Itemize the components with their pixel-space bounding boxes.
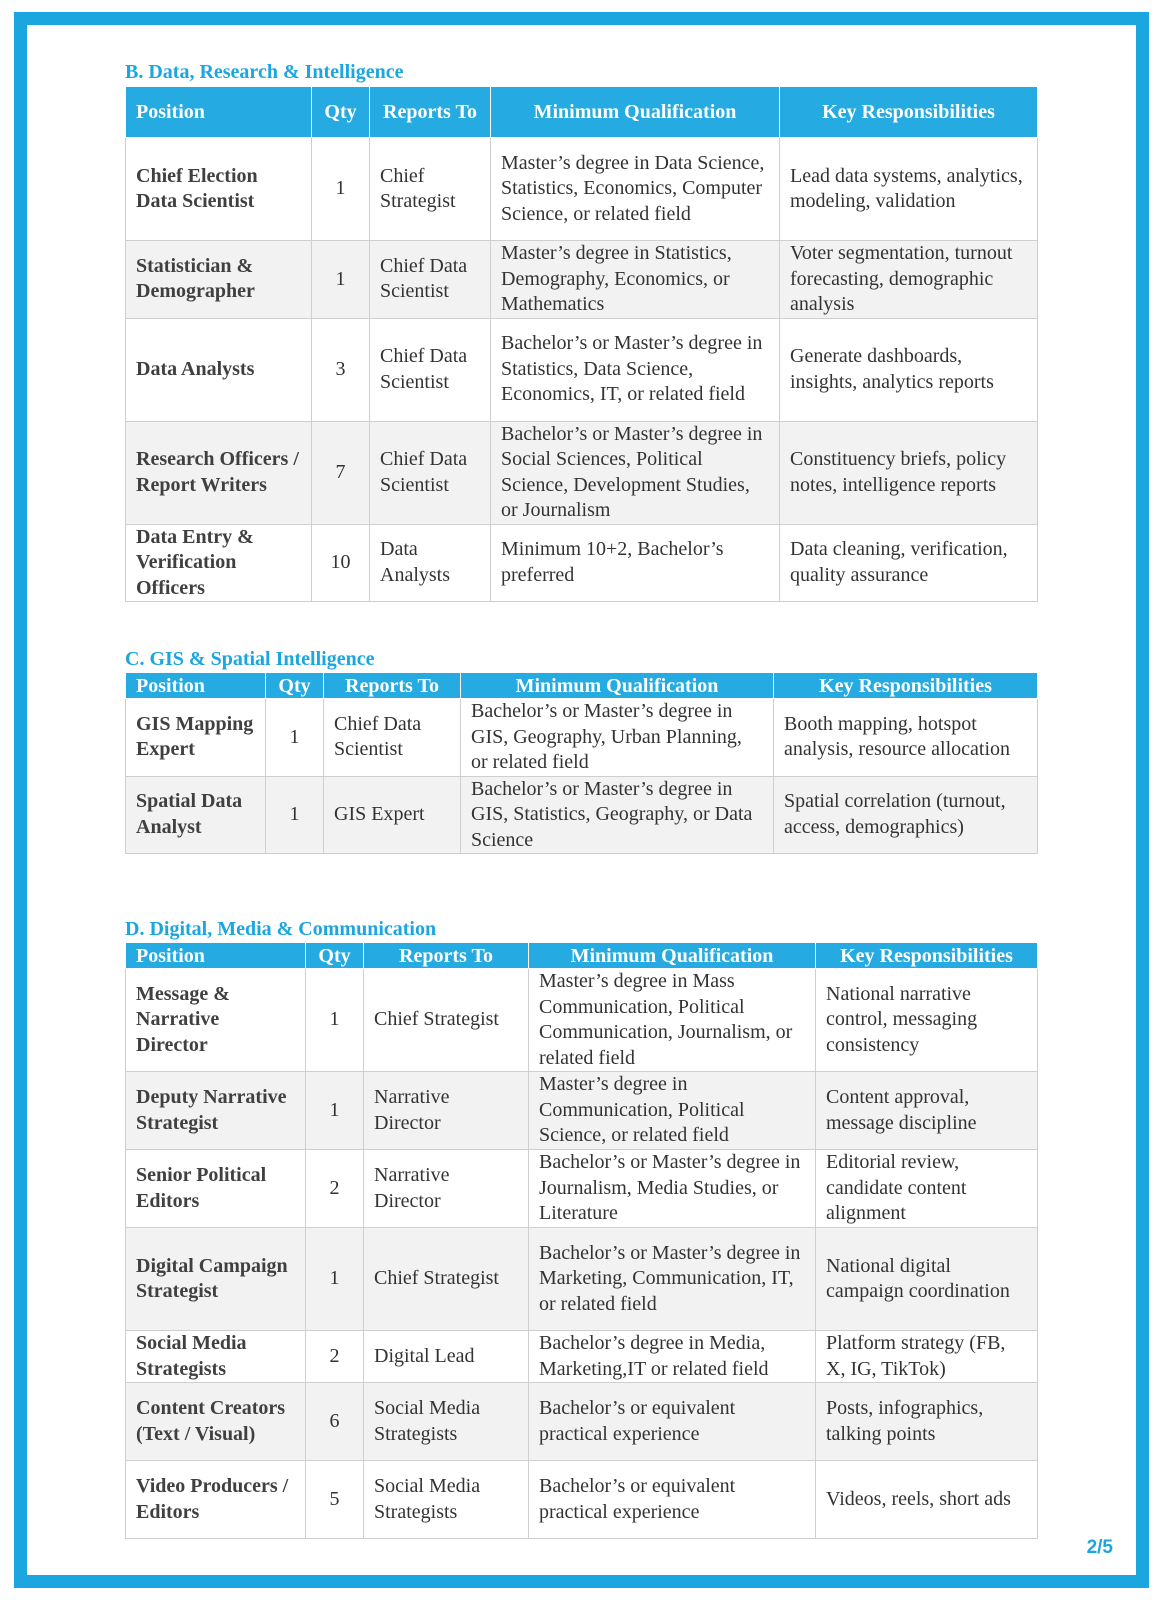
cell-qty: 2: [306, 1331, 364, 1383]
cell-position: Deputy Narrative Strategist: [126, 1072, 306, 1150]
cell-qualification: Master’s degree in Communication, Political Science, or related field: [529, 1072, 816, 1150]
cell-qualification: Bachelor’s or equivalent practical experience: [529, 1383, 816, 1461]
cell-position: Senior Political Editors: [126, 1150, 306, 1228]
cell-position: GIS Mapping Expert: [126, 699, 266, 777]
table-row: [126, 241, 1038, 319]
cell-responsibilities: Content approval, message discipline: [816, 1072, 1038, 1150]
cell-reports-to: Chief Strategist: [364, 1228, 529, 1331]
table-row: [126, 1150, 1038, 1228]
cell-reports-to: Chief Strategist: [370, 138, 491, 241]
cell-responsibilities: National narrative control, messaging consistency: [816, 969, 1038, 1072]
header-reports-to: Reports To: [364, 943, 529, 969]
table-row: [126, 421, 1038, 524]
table-row: [126, 969, 1038, 1072]
cell-reports-to: Social Media Strategists: [364, 1383, 529, 1461]
cell-qualification: Bachelor’s or Master’s degree in Social Sciences, Political Science, Development Studies, or Journalism: [491, 421, 780, 524]
cell-reports-to: Chief Data Scientist: [324, 699, 461, 777]
table-row: [126, 1461, 1038, 1539]
cell-reports-to: Data Analysts: [370, 524, 491, 602]
cell-responsibilities: Spatial correlation (turnout, access, demographics): [774, 776, 1038, 854]
cell-responsibilities: Posts, infographics, talking points: [816, 1383, 1038, 1461]
cell-position: Spatial Data Analyst: [126, 776, 266, 854]
header-min-qualification: Minimum Qualification: [461, 673, 774, 699]
cell-qualification: Bachelor’s or equivalent practical experience: [529, 1461, 816, 1539]
table-row: [126, 1383, 1038, 1461]
cell-qualification: Bachelor’s or Master’s degree in Journalism, Media Studies, or Literature: [529, 1150, 816, 1228]
cell-reports-to: Chief Strategist: [364, 969, 529, 1072]
cell-responsibilities: Videos, reels, short ads: [816, 1461, 1038, 1539]
cell-reports-to: Social Media Strategists: [364, 1461, 529, 1539]
cell-responsibilities: Booth mapping, hotspot analysis, resource allocation: [774, 699, 1038, 777]
cell-position: Social Media Strategists: [126, 1331, 306, 1383]
cell-reports-to: Chief Data Scientist: [370, 421, 491, 524]
cell-responsibilities: Generate dashboards, insights, analytics reports: [780, 318, 1038, 421]
header-key-responsibilities: Key Responsibilities: [780, 87, 1038, 138]
table-row: [126, 524, 1038, 602]
cell-qualification: Master’s degree in Statistics, Demography, Economics, or Mathematics: [491, 241, 780, 319]
cell-position: Chief Election Data Scientist: [126, 138, 312, 241]
table-row: [126, 138, 1038, 241]
header-position: Position: [126, 943, 306, 969]
section-d-title: D. Digital, Media & Communication: [125, 918, 437, 940]
cell-position: Content Creators (Text / Visual): [126, 1383, 306, 1461]
cell-reports-to: Narrative Director: [364, 1150, 529, 1228]
cell-position: Data Analysts: [126, 318, 312, 421]
cell-position: Video Producers / Editors: [126, 1461, 306, 1539]
header-key-responsibilities: Key Responsibilities: [774, 673, 1038, 699]
cell-responsibilities: Constituency briefs, policy notes, intelligence reports: [780, 421, 1038, 524]
cell-responsibilities: Lead data systems, analytics, modeling, validation: [780, 138, 1038, 241]
cell-qualification: Bachelor’s or Master’s degree in GIS, Statistics, Geography, or Data Science: [461, 776, 774, 854]
cell-responsibilities: Voter segmentation, turnout forecasting, demographic analysis: [780, 241, 1038, 319]
section-c-title: C. GIS & Spatial Intelligence: [125, 648, 375, 670]
header-key-responsibilities: Key Responsibilities: [816, 943, 1038, 969]
header-qty: Qty: [306, 943, 364, 969]
cell-reports-to: Digital Lead: [364, 1331, 529, 1383]
header-reports-to: Reports To: [324, 673, 461, 699]
cell-position: Research Officers / Report Writers: [126, 421, 312, 524]
gis-spatial-table: [125, 672, 1038, 854]
table-header-row: [126, 87, 1038, 138]
cell-responsibilities: Editorial review, candidate content alignment: [816, 1150, 1038, 1228]
table-row: [126, 1072, 1038, 1150]
cell-responsibilities: Platform strategy (FB, X, IG, TikTok): [816, 1331, 1038, 1383]
page-number: 2/5: [1086, 1537, 1113, 1558]
cell-reports-to: Narrative Director: [364, 1072, 529, 1150]
cell-responsibilities: Data cleaning, verification, quality assurance: [780, 524, 1038, 602]
cell-qualification: Master’s degree in Mass Communication, Political Communication, Journalism, or related field: [529, 969, 816, 1072]
section-b-title: B. Data, Research & Intelligence: [125, 61, 404, 83]
cell-qty: 10: [312, 524, 370, 602]
table-row: [126, 1228, 1038, 1331]
cell-responsibilities: National digital campaign coordination: [816, 1228, 1038, 1331]
header-min-qualification: Minimum Qualification: [529, 943, 816, 969]
cell-qualification: Master’s degree in Data Science, Statistics, Economics, Computer Science, or related field: [491, 138, 780, 241]
header-position: Position: [126, 673, 266, 699]
table-header-row: [126, 673, 1038, 699]
table-row: [126, 699, 1038, 777]
cell-qty: 1: [306, 969, 364, 1072]
cell-reports-to: Chief Data Scientist: [370, 241, 491, 319]
cell-position: Data Entry & Verification Officers: [126, 524, 312, 602]
cell-qty: 3: [312, 318, 370, 421]
cell-qty: 1: [306, 1228, 364, 1331]
cell-reports-to: Chief Data Scientist: [370, 318, 491, 421]
cell-qualification: Bachelor’s degree in Media, Marketing,IT or related field: [529, 1331, 816, 1383]
cell-qualification: Bachelor’s or Master’s degree in Marketing, Communication, IT, or related field: [529, 1228, 816, 1331]
cell-qty: 1: [266, 699, 324, 777]
table-row: [126, 1331, 1038, 1383]
cell-qty: 2: [306, 1150, 364, 1228]
table-row: [126, 318, 1038, 421]
cell-qty: 5: [306, 1461, 364, 1539]
cell-qualification: Bachelor’s or Master’s degree in GIS, Geography, Urban Planning, or related field: [461, 699, 774, 777]
table-row: [126, 776, 1038, 854]
header-reports-to: Reports To: [370, 87, 491, 138]
cell-qty: 1: [312, 138, 370, 241]
data-research-table: [125, 86, 1038, 602]
cell-qty: 1: [306, 1072, 364, 1150]
cell-position: Digital Campaign Strategist: [126, 1228, 306, 1331]
cell-position: Message & Narrative Director: [126, 969, 306, 1072]
header-position: Position: [126, 87, 312, 138]
cell-reports-to: GIS Expert: [324, 776, 461, 854]
table-header-row: [126, 943, 1038, 969]
header-qty: Qty: [312, 87, 370, 138]
cell-qty: 7: [312, 421, 370, 524]
cell-qualification: Bachelor’s or Master’s degree in Statistics, Data Science, Economics, IT, or related field: [491, 318, 780, 421]
digital-media-table: [125, 942, 1038, 1539]
header-qty: Qty: [266, 673, 324, 699]
cell-qualification: Minimum 10+2, Bachelor’s preferred: [491, 524, 780, 602]
cell-qty: 6: [306, 1383, 364, 1461]
header-min-qualification: Minimum Qualification: [491, 87, 780, 138]
cell-qty: 1: [312, 241, 370, 319]
cell-position: Statistician & Demographer: [126, 241, 312, 319]
cell-qty: 1: [266, 776, 324, 854]
